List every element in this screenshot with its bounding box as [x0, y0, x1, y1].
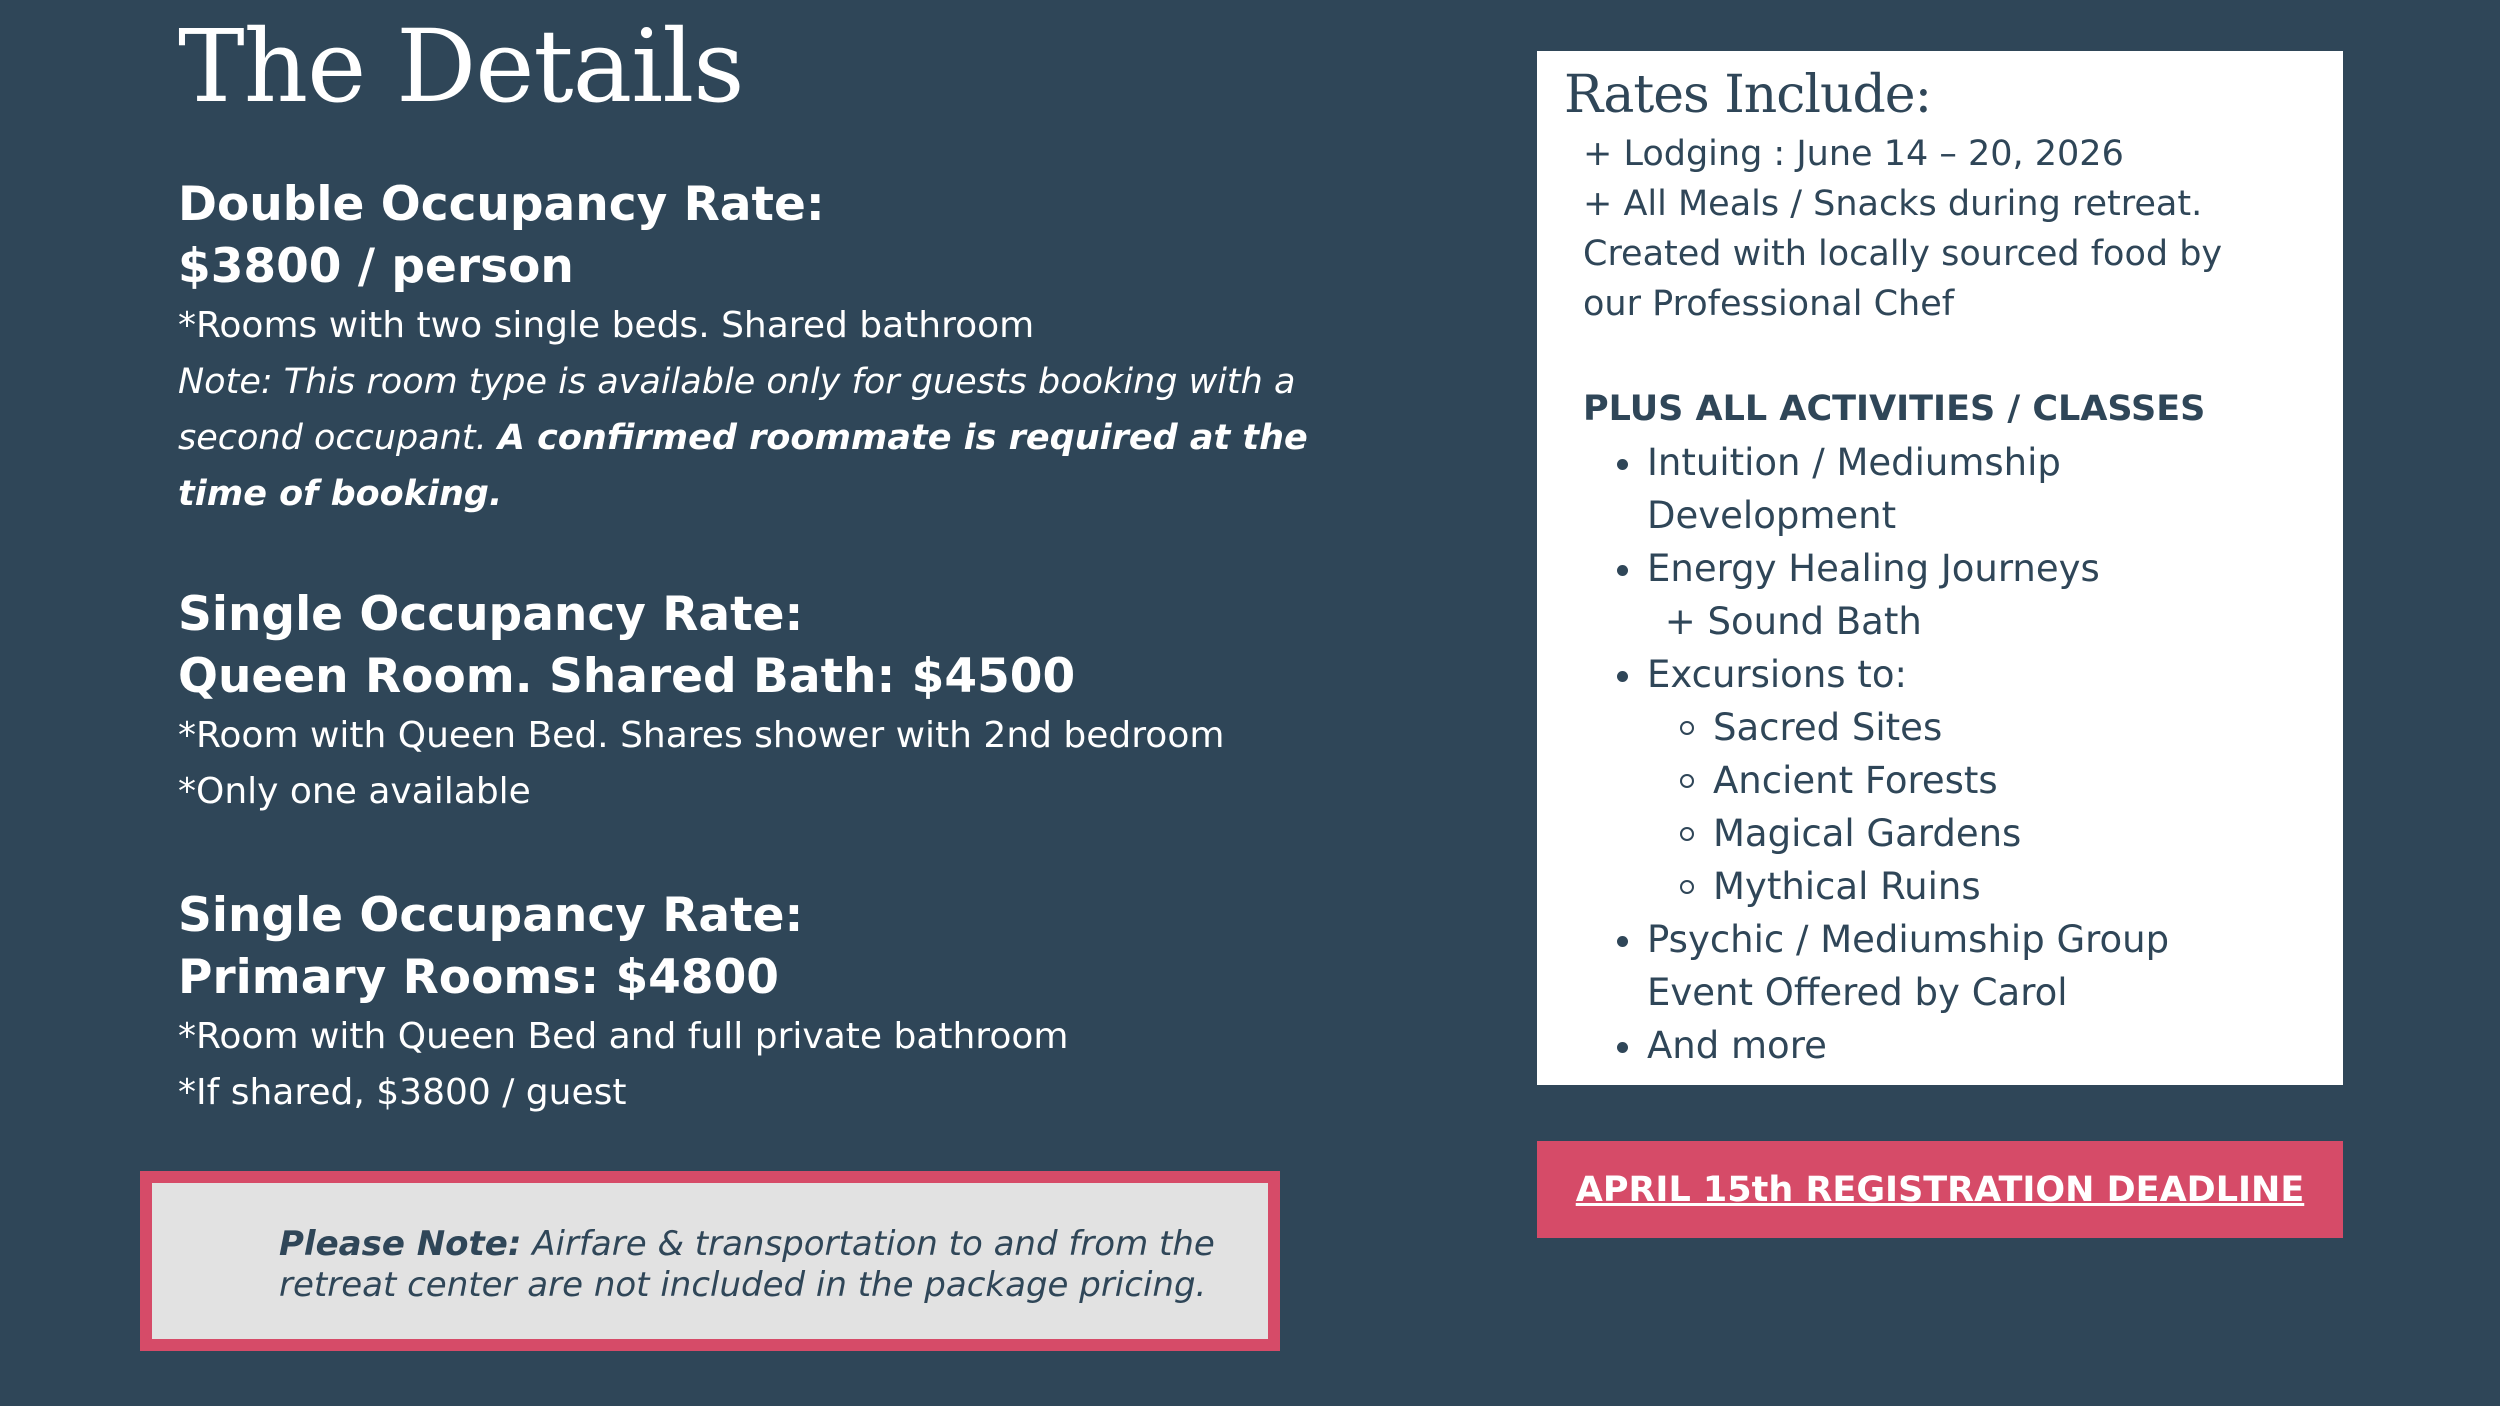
include-line: + Lodging : June 14 – 20, 2026 — [1583, 134, 2124, 174]
rate-single-primary — [178, 885, 1378, 1121]
rate-price: Primary Rooms: $4800 — [178, 950, 779, 1005]
activity-line: Excursions to: — [1647, 653, 1907, 696]
card-title: Rates Include: — [1564, 65, 1932, 125]
rate-price: $3800 / person — [178, 239, 574, 294]
rates-include-card — [1537, 51, 2343, 1085]
rate-heading: Single Occupancy Rate: — [178, 888, 804, 943]
activity-line: Intuition / Mediumship — [1647, 441, 2061, 484]
list-item: Ancient Forests — [1713, 754, 2323, 807]
list-item — [1647, 436, 2323, 542]
activity-line: And more — [1647, 1024, 1827, 1067]
activities-heading: PLUS ALL ACTIVITIES / CLASSES — [1583, 389, 2206, 429]
list-item: Mythical Ruins — [1713, 860, 2323, 913]
rate-detail: *Room with Queen Bed. Shares shower with 2nd bedroom — [178, 715, 1225, 756]
activity-line: Psychic / Mediumship Group — [1647, 918, 2170, 961]
list-item — [1647, 542, 2323, 648]
list-item — [1647, 1019, 2323, 1072]
list-item — [1647, 913, 2323, 1019]
list-item: Magical Gardens — [1713, 807, 2323, 860]
please-note-box — [140, 1171, 1280, 1351]
list-item: Sacred Sites — [1713, 701, 2323, 754]
please-note-label: Please Note: — [279, 1224, 522, 1264]
rate-detail: *If shared, $3800 / guest — [178, 1072, 627, 1113]
activity-line: Energy Healing Journeys — [1647, 547, 2100, 590]
rate-note-bold: A confirmed roommate is required at the time of booking. — [178, 418, 1308, 514]
please-note-text: Airfare & transportation to and from the — [521, 1224, 1215, 1264]
rate-double-occupancy — [178, 174, 1378, 522]
please-note-text: retreat center are not included in the package pricing. — [279, 1265, 1207, 1305]
activity-line: + Sound Bath — [1653, 600, 1922, 643]
excursions-list — [1647, 701, 2323, 913]
page-title: The Details — [178, 8, 744, 125]
activity-line: Event Offered by Carol — [1647, 971, 2068, 1014]
include-line: our Professional Chef — [1583, 284, 1955, 324]
list-item — [1647, 648, 2323, 913]
include-line: + All Meals / Snacks during retreat. — [1583, 184, 2203, 224]
rate-detail: *Rooms with two single beds. Shared bathroom — [178, 305, 1035, 346]
rate-heading: Double Occupancy Rate: — [178, 177, 825, 232]
activity-line: Development — [1647, 494, 1897, 537]
rate-detail: *Only one available — [178, 771, 531, 812]
please-note-content — [152, 1183, 1268, 1339]
rate-single-queen — [178, 584, 1378, 820]
registration-deadline-link[interactable]: APRIL 15th REGISTRATION DEADLINE — [1537, 1141, 2343, 1238]
rate-note-text: Note: This room type is available only for guests booking with a second occupant. — [178, 362, 1296, 458]
rate-detail: *Room with Queen Bed and full private bathroom — [178, 1016, 1069, 1057]
rate-heading: Single Occupancy Rate: — [178, 587, 804, 642]
include-line: Created with locally sourced food by — [1583, 234, 2223, 274]
rate-price: Queen Room. Shared Bath: $4500 — [178, 649, 1076, 704]
activities-list — [1583, 436, 2323, 1072]
card-body — [1583, 129, 2323, 1072]
rate-note — [178, 354, 1318, 522]
